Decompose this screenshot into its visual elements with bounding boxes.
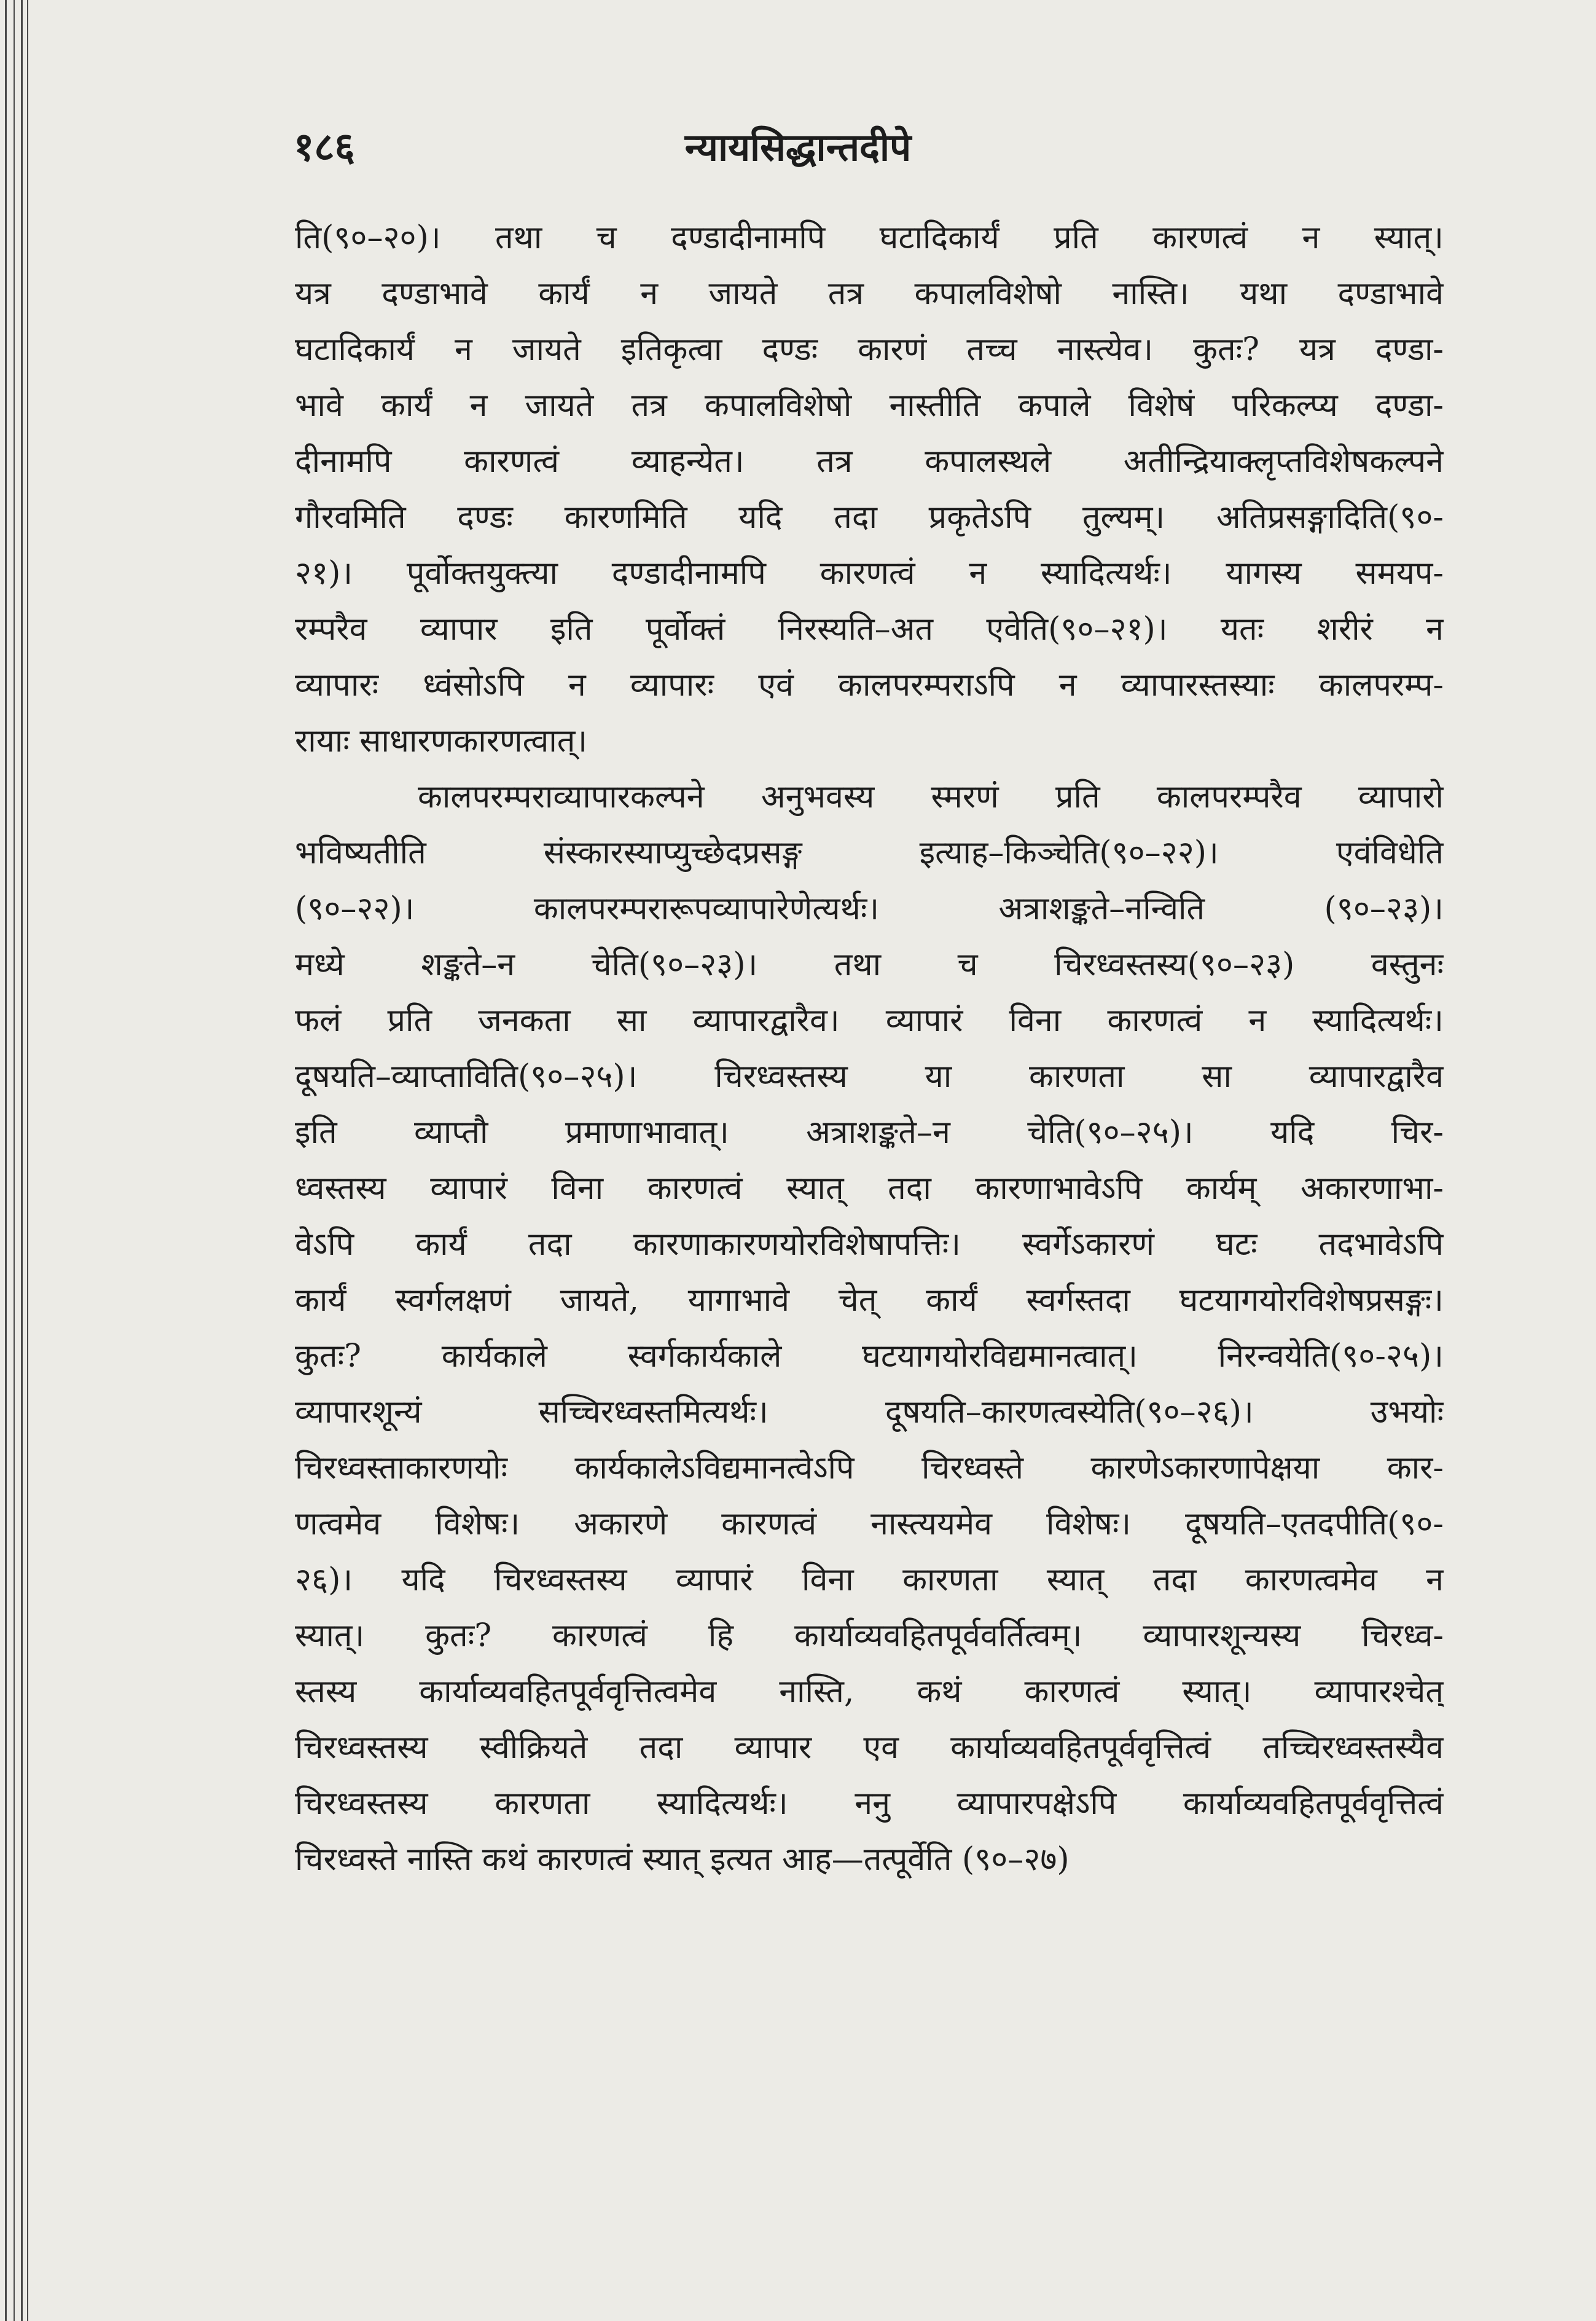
text-line: दूषयति–व्याप्ताविति(९०–२५)। चिरध्वस्तस्य या कारणता सा व्यापारद्वारैव: [295, 1058, 1444, 1095]
text-line: रायाः साधारणकारणत्वात्।: [295, 723, 588, 760]
binding-edge: [27, 0, 28, 2321]
text-line: ति(९०–२०)। तथा च दण्डादीनामपि घटादिकार्यं प्रति कारणत्वं न स्यात्।: [295, 219, 1444, 256]
text-line: स्यात्। कुतः? कारणत्वं हि कार्याव्यवहितपूर्ववर्तित्वम्। व्यापारशून्यस्य चिरध्व-: [295, 1617, 1444, 1654]
text-line: २६)। यदि चिरध्वस्तस्य व्यापारं विना कारणता स्यात् तदा कारणत्वमेव न: [295, 1561, 1444, 1598]
binding-edge: [14, 0, 15, 2321]
page-header: [0, 120, 1596, 175]
text-line: गौरवमिति दण्डः कारणमिति यदि तदा प्रकृतेऽपि तुल्यम्। अतिप्रसङ्गादिति(९०-: [295, 499, 1444, 536]
text-line: स्तस्य कार्याव्यवहितपूर्ववृत्तित्वमेव नास्ति, कथं कारणत्वं स्यात्। व्यापारश्चेत्: [295, 1673, 1444, 1710]
text-line: दीनामपि कारणत्वं व्याहन्येत। तत्र कपालस्थले अतीन्द्रियाक्लृप्तविशेषकल्पने: [295, 443, 1444, 480]
binding-edge: [21, 0, 23, 2321]
text-line: रम्परैव व्यापार इति पूर्वोक्तं निरस्यति–अत एवेति(९०–२१)। यतः शरीरं न: [295, 611, 1444, 648]
text-line: णत्वमेव विशेषः। अकारणे कारणत्वं नास्त्ययमेव विशेषः। दूषयति–एतदपीति(९०-: [295, 1506, 1444, 1542]
text-line: घटादिकार्यं न जायते इतिकृत्वा दण्डः कारणं तच्च नास्त्येव। कुतः? यत्र दण्डा-: [295, 331, 1444, 368]
text-line: चिरध्वस्तस्य स्वीक्रियते तदा व्यापार एव कार्याव्यवहितपूर्ववृत्तित्वं तच्चिरध्वस्तस्यैव: [295, 1729, 1444, 1766]
text-line: (९०–२२)। कालपरम्परारूपव्यापारेणेत्यर्थः। अत्राशङ्कते–नन्विति (९०–२३)।: [295, 890, 1444, 927]
text-line: वेऽपि कार्यं तदा कारणाकारणयोरविशेषापत्तिः। स्वर्गेऽकारणं घटः तदभावेऽपि: [295, 1226, 1444, 1263]
text-line: चिरध्वस्तस्य कारणता स्यादित्यर्थः। ननु व्यापारपक्षेऽपि कार्याव्यवहितपूर्ववृत्तित्वं: [295, 1785, 1444, 1822]
text-line: २१)। पूर्वोक्तयुक्त्या दण्डादीनामपि कारणत्वं न स्यादित्यर्थः। यागस्य समयप-: [295, 555, 1444, 592]
text-line: यत्र दण्डाभावे कार्यं न जायते तत्र कपालविशेषो नास्ति। यथा दण्डाभावे: [295, 275, 1444, 312]
text-line: ध्वस्तस्य व्यापारं विना कारणत्वं स्यात् तदा कारणाभावेऽपि कार्यम् अकारणाभा-: [295, 1170, 1444, 1207]
text-line: फलं प्रति जनकता सा व्यापारद्वारैव। व्यापारं विना कारणत्वं न स्यादित्यर्थः।: [295, 1002, 1444, 1039]
text-line: चिरध्वस्ते नास्ति कथं कारणत्वं स्यात् इत्यत आह—तत्पूर्वेति (९०–२७): [295, 1841, 1070, 1878]
page-number: १८६: [294, 124, 355, 170]
text-body: [295, 210, 1444, 1888]
text-line: व्यापारः ध्वंसोऽपि न व्यापारः एवं कालपरम्पराऽपि न व्यापारस्तस्याः कालपरम्प-: [295, 667, 1444, 704]
running-title: न्यायसिद्धान्तदीपे: [684, 125, 912, 170]
binding-edge: [5, 0, 7, 2321]
text-line: व्यापारशून्यं सच्चिरध्वस्तमित्यर्थः। दूषयति–कारणत्वस्येति(९०–२६)। उभयोः: [295, 1394, 1444, 1431]
text-line: भावे कार्यं न जायते तत्र कपालविशेषो नास्तीति कपाले विशेषं परिकल्प्य दण्डा-: [295, 387, 1444, 424]
text-line: भविष्यतीति संस्कारस्याप्युच्छेदप्रसङ्ग इत्याह–किञ्चेति(९०–२२)। एवंविधेति: [295, 835, 1444, 871]
text-line: इति व्याप्तौ प्रमाणाभावात्। अत्राशङ्कते–न चेति(९०–२५)। यदि चिर-: [295, 1114, 1444, 1151]
text-line: कुतः? कार्यकाले स्वर्गकार्यकाले घटयागयोरविद्यमानत्वात्। निरन्वयेति(९०-२५)।: [295, 1338, 1444, 1375]
text-line: चिरध्वस्ताकारणयोः कार्यकालेऽविद्यमानत्वेऽपि चिरध्वस्ते कारणेऽकारणापेक्षया कार-: [295, 1450, 1444, 1486]
text-line: मध्ये शङ्कते–न चेति(९०–२३)। तथा च चिरध्वस्तस्य(९०–२३) वस्तुनः: [295, 946, 1444, 983]
text-line: कार्यं स्वर्गलक्षणं जायते, यागाभावे चेत् कार्यं स्वर्गस्तदा घटयागयोरविशेषप्रसङ्गः।: [295, 1282, 1444, 1319]
paragraph-start-line: कालपरम्पराव्यापारकल्पने अनुभवस्य स्मरणं प्रति कालपरम्परैव व्यापारो: [418, 779, 1444, 815]
